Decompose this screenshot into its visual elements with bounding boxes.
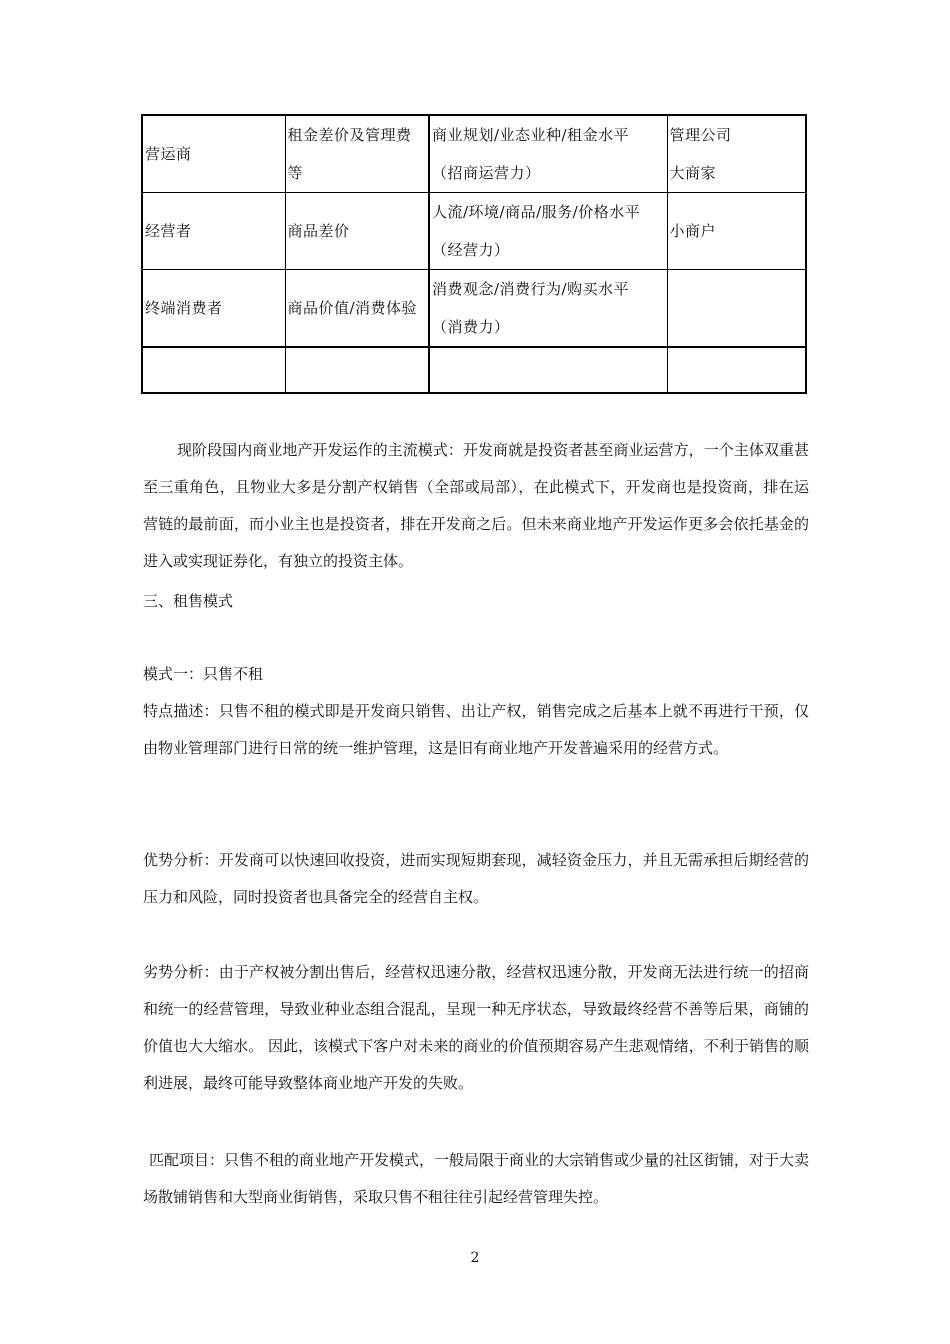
table-cell-factor bbox=[429, 347, 667, 393]
table-cell-role: 营运商 bbox=[142, 115, 285, 193]
table-row bbox=[142, 115, 806, 193]
cell-line: （经营力） bbox=[432, 241, 510, 259]
table-cell-factor bbox=[429, 193, 667, 270]
table-cell-income bbox=[285, 193, 429, 270]
cell-line: 商品差价 bbox=[287, 222, 350, 240]
cell-line: 商业规划/业态业种/租金水平 bbox=[432, 126, 630, 144]
cell-line: （招商运营力） bbox=[432, 164, 541, 182]
table-cell-factor bbox=[429, 270, 667, 348]
table-row bbox=[142, 270, 806, 348]
cell-line: 人流/环境/商品/服务/价格水平 bbox=[432, 203, 641, 221]
table-cell-party bbox=[667, 193, 806, 270]
cell-line: （消费力） bbox=[432, 318, 510, 336]
table-cell-role: 终端消费者 bbox=[142, 270, 285, 348]
cell-line: 消费观念/消费行为/购买水平 bbox=[432, 280, 630, 298]
table-cell-income bbox=[285, 347, 429, 393]
table-cell-party bbox=[667, 270, 806, 348]
table-cell-income bbox=[285, 270, 429, 348]
disadvantages-paragraph: 劣势分析：由于产权被分割出售后，经营权迅速分散，经营权迅速分散，开发商无法进行统一的招商和统一的经营管理，导致业种业态组合混乱，呈现一种无序状态，导致最终经营不善等后果，商铺的价值也大大缩水。 因此，该模式下客户对未来的商业的价值预期容易产生悲观情绪，不利于销售的顺利进展，最终可能导致整体商业地产开发的失败。 bbox=[143, 963, 809, 1092]
table-cell-role bbox=[142, 347, 285, 393]
cell-line: 等 bbox=[287, 164, 304, 182]
features-paragraph: 特点描述：只售不租的模式即是开发商只销售、出让产权，销售完成之后基本上就不再进行干预，仅由物业管理部门进行日常的统一维护管理，这是旧有商业地产开发普遍采用的经营方式。 bbox=[143, 702, 809, 757]
table-row bbox=[142, 347, 806, 393]
intro-paragraph: 现阶段国内商业地产开发运作的主流模式：开发商就是投资者甚至商业运营方，一个主体双重甚至三重角色，且物业大多是分割产权销售（全部或局部），在此模式下，开发商也是投资商，排在运营链的最前面，而小业主也是投资者，排在开发商之后。但未来商业地产开发运作更多会依托基金的进入或实现证券化，有独立的投资主体。 bbox=[143, 441, 809, 570]
page-number: 2 bbox=[470, 1250, 480, 1266]
section-title: 三、租售模式 bbox=[143, 592, 234, 610]
role-table bbox=[141, 114, 807, 394]
mode-title: 模式一：只售不租 bbox=[143, 665, 264, 683]
table-cell-party bbox=[667, 115, 806, 193]
cell-line: 商品价值/消费体验 bbox=[287, 299, 418, 317]
table-cell-income bbox=[285, 115, 429, 193]
advantages-paragraph: 优势分析：开发商可以快速回收投资，进而实现短期套现，减轻资金压力，并且无需承担后期经营的压力和风险，同时投资者也具备完全的经营自主权。 bbox=[143, 851, 809, 906]
table-cell-party bbox=[667, 347, 806, 393]
table-cell-factor bbox=[429, 115, 667, 193]
cell-line: 管理公司 bbox=[669, 126, 732, 144]
matching-paragraph: 匹配项目：只售不租的商业地产开发模式，一般局限于商业的大宗销售或少量的社区街铺，对于大卖场散铺销售和大型商业街销售，采取只售不租往往引起经营管理失控。 bbox=[143, 1151, 810, 1206]
cell-line: 小商户 bbox=[669, 222, 717, 240]
cell-line: 大商家 bbox=[669, 164, 717, 182]
table-cell-role: 经营者 bbox=[142, 193, 285, 270]
cell-line: 租金差价及管理费 bbox=[287, 126, 412, 144]
table-row bbox=[142, 193, 806, 270]
